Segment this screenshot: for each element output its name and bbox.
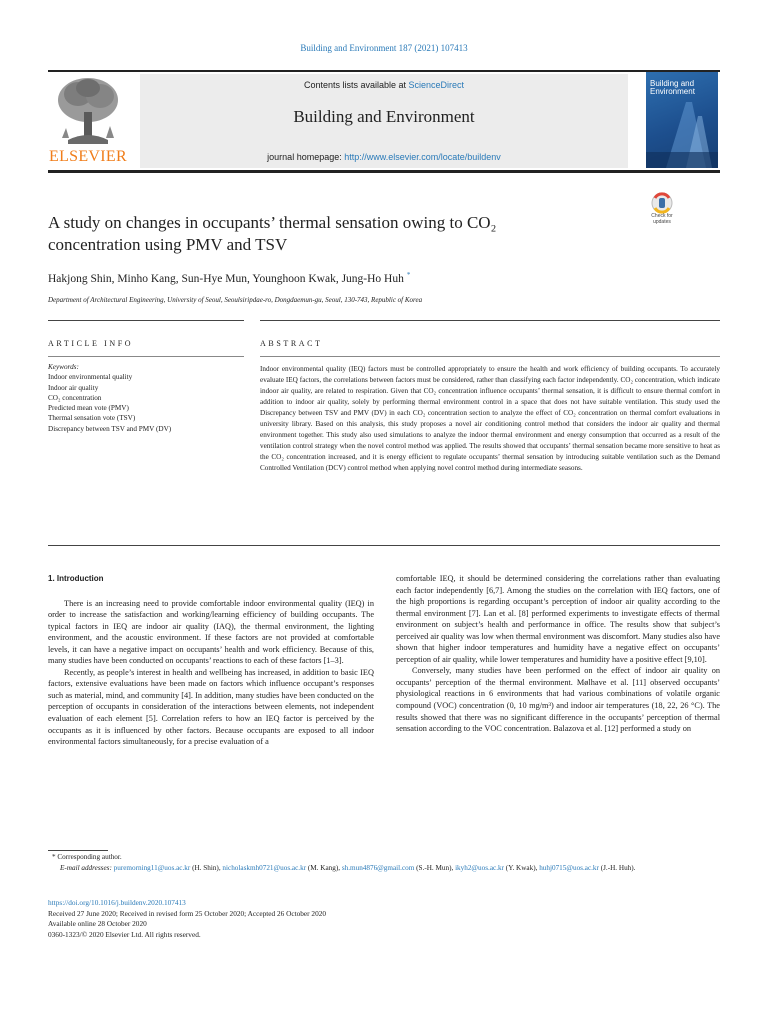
header-bottom-rule [48, 170, 720, 173]
keyword-item: Indoor environmental quality [48, 373, 133, 382]
article-title-line: concentration using PMV and TSV [48, 235, 288, 254]
article-title [48, 212, 608, 256]
journal-name: Building and Environment [293, 107, 475, 126]
introduction-heading: 1. Introduction [48, 574, 104, 583]
author-affiliation: Department of Architectural Engineering, University of Seoul, Seoulsiripdae-ro, Dongdaemun-gu, Seoul, 130-743, Republic of Korea [48, 296, 423, 304]
email-owner: (M. Kang), [306, 864, 342, 872]
article-info-rule [48, 320, 244, 321]
keyword-item: Predicted mean vote (PMV) [48, 404, 129, 413]
header-top-rule [48, 70, 720, 72]
body-paragraph: comfortable IEQ, it should be determined considering the correlations rather than evaluating each factor independently [6,7]. Among the studies on the correlation with IEQ factors, one of the high proportions is regarding occupant’s perception of indoor air quality according to the thermal environment [7]. Lan et al. [8] performed experiments to investigate effects of thermal environment on subject’s health and performance in office. The results show that subject’s perceived air quality was low when thermal environment was discomfort. Many studies also have shown that higher indoor temperatures and humidity have a negative effect on occupants’ perception of air quality, while lower temperatures and humidity have a positive effect [9,10]. [396, 574, 720, 664]
body-separator-rule [48, 545, 720, 546]
keyword-item: Indoor air quality [48, 383, 99, 392]
abstract-text: Indoor environmental quality (IEQ) factors must be controlled appropriately to ensure the health and work efficiency of building occupants. To accurately evaluate IEQ factors, the correlations between factors must be considered, rather than classifying each factor independently. CO₂ concentration, which indicate indoor air quality, are related to respiration. Given that CO₂ concentration influence occupants’ thermal sensation, it is difficult to ensure thermal comfort in addition to indoor air quality, solely by performing thermal environment control in a space that does not have suitable ventilation. This study used the Discrepancy between TSV and PMV (DV) in each CO₂ concentration section to analyze the effect of CO₂ concentration on thermal comfort evaluations in university library. Based on this analysis, this study proposes a novel air conditioning control method that considers the indoor air quality and thermal environment together. This study also used simulations to analyze the indoor thermal environment and energy consumption that occurred as a result of the ventilation control strategy when the novel control method was applied. The results showed that occupants’ thermal sensation became more sensitive to heat as the CO₂ concentration increased, and it is energy efficient to regulate occupants’ thermal sensation by introducing suitable ventilation such as the Demand Controlled Ventilation (DCV) control method when applying novel control method during intermediate seasons. [260, 365, 720, 472]
abstract-rule [260, 320, 720, 321]
author-list [48, 271, 410, 285]
body-paragraph: There is an increasing need to provide comfortable indoor environmental quality (IEQ) in order to increase the satisfaction and working/learning efficiency of building occupants. The typical factors in IEQ are indoor air quality (IAQ), the thermal environment, the lighting environment, and the acoustic environment. If these factors are not provided at comfortable levels, it can have a negative impact on occupants’ health and work efficiency. Because of this, many studies have been conducted on occupants’ reactions to each of these factors [1–3]. [48, 598, 374, 666]
check-updates-line: updates [653, 219, 671, 225]
article-title-line: A study on changes in occupants’ thermal sensation owing to CO₂ [48, 213, 497, 232]
keyword-item: Discrepancy between TSV and PMV (DV) [48, 424, 172, 433]
article-info-heading: ARTICLE INFO [48, 339, 134, 348]
email-owner: (S.-H. Mun), [414, 864, 456, 872]
authors-text: Hakjong Shin, Minho Kang, Sun-Hye Mun, Younghoon Kwak, Jung-Ho Huh [48, 272, 404, 285]
check-updates-line: Check for [651, 213, 673, 219]
keyword-item: Thermal sensation vote (TSV) [48, 414, 136, 423]
body-column-right [396, 573, 720, 735]
body-paragraph: Recently, as people’s interest in health and wellbeing has increased, in addition to basic IEQ factors, extensive evaluations have been made on factors which influence occupant’s responses such as material, mind, and community [4]. In addition, many studies have been conducted on the perception of occupants in consideration of the interactions between elements, not independent evaluation of each element [5]. Correlation refers to how an IEQ factor is perceived by the occupants as it is influenced by other factors. Because occupants are exposed to all indoor environmental factors simultaneously, for a precise evaluation of a [48, 667, 374, 747]
corresponding-author-mark[interactable]: * [406, 271, 411, 279]
doi-link[interactable]: https://doi.org/10.1016/j.buildenv.2020.107413 [48, 898, 186, 907]
bibliographic-info [48, 898, 720, 940]
copyright-line: 0360-1323/© 2020 Elsevier Ltd. All rights reserved. [48, 929, 201, 939]
contents-prefix: Contents lists available at [303, 80, 409, 90]
keywords-label: Keywords: [48, 363, 79, 371]
email-owner: (H. Shin), [190, 864, 223, 872]
received-dates: Received 27 June 2020; Received in revised form 25 October 2020; Accepted 26 October 2020 [48, 908, 327, 918]
email-owner: (J.-H. Huh). [598, 864, 636, 872]
email-link[interactable]: ikyh2@uos.ac.kr [455, 864, 504, 872]
homepage-label: journal homepage: [267, 152, 345, 162]
email-link[interactable]: nicholaskmh0721@uos.ac.kr [222, 864, 307, 872]
body-paragraph: Conversely, many studies have been performed on the effect of indoor air quality on occupants’ perception of the thermal environment. Mølhave et al. [11] observed occupants’ physiological reactions in 6 environments that had various combinations of volatile organic compound (VOC) concentration (0, 10 mg/m³) and indoor air temperatures (18, 22, 26 °C). The results showed that there was no significant difference in the occupants’ perception of thermal sensation according to the VOC concentration. Balazova et al. [12] performed a study on [396, 666, 720, 734]
keywords-list [48, 362, 244, 434]
cover-title-line: Environment [650, 87, 695, 96]
body-column-left [48, 573, 374, 748]
check-for-updates-label [640, 213, 684, 225]
sciencedirect-link[interactable]: ScienceDirect [408, 80, 465, 90]
contents-line [140, 80, 628, 90]
journal-homepage-link[interactable]: http://www.elsevier.com/locate/buildenv [344, 152, 501, 162]
email-addresses [48, 863, 720, 874]
email-owner: (Y. Kwak), [504, 864, 540, 872]
keyword-item: CO₂ concentration [48, 393, 102, 402]
journal-cover-image[interactable] [646, 72, 718, 168]
available-online-date: Available online 28 October 2020 [48, 919, 147, 928]
email-label: E-mail addresses: [60, 864, 112, 872]
email-link[interactable]: huhj0715@uos.ac.kr [539, 864, 599, 872]
corresponding-author-note: * Corresponding author. [52, 853, 122, 861]
journal-homepage-line [140, 152, 628, 162]
abstract-heading: ABSTRACT [260, 339, 323, 348]
abstract-subrule [260, 356, 720, 357]
email-link[interactable]: sh.mun4876@gmail.com [341, 864, 415, 872]
footnote-rule [48, 850, 108, 851]
footnotes [48, 852, 720, 874]
journal-reference-link[interactable]: Building and Environment 187 (2021) 107413 [300, 43, 468, 53]
elsevier-wordmark: ELSEVIER [49, 148, 127, 165]
article-info-subrule [48, 356, 244, 357]
cover-title-line: Building and [650, 79, 695, 88]
email-link[interactable]: puremorning11@uos.ac.kr [113, 864, 191, 872]
